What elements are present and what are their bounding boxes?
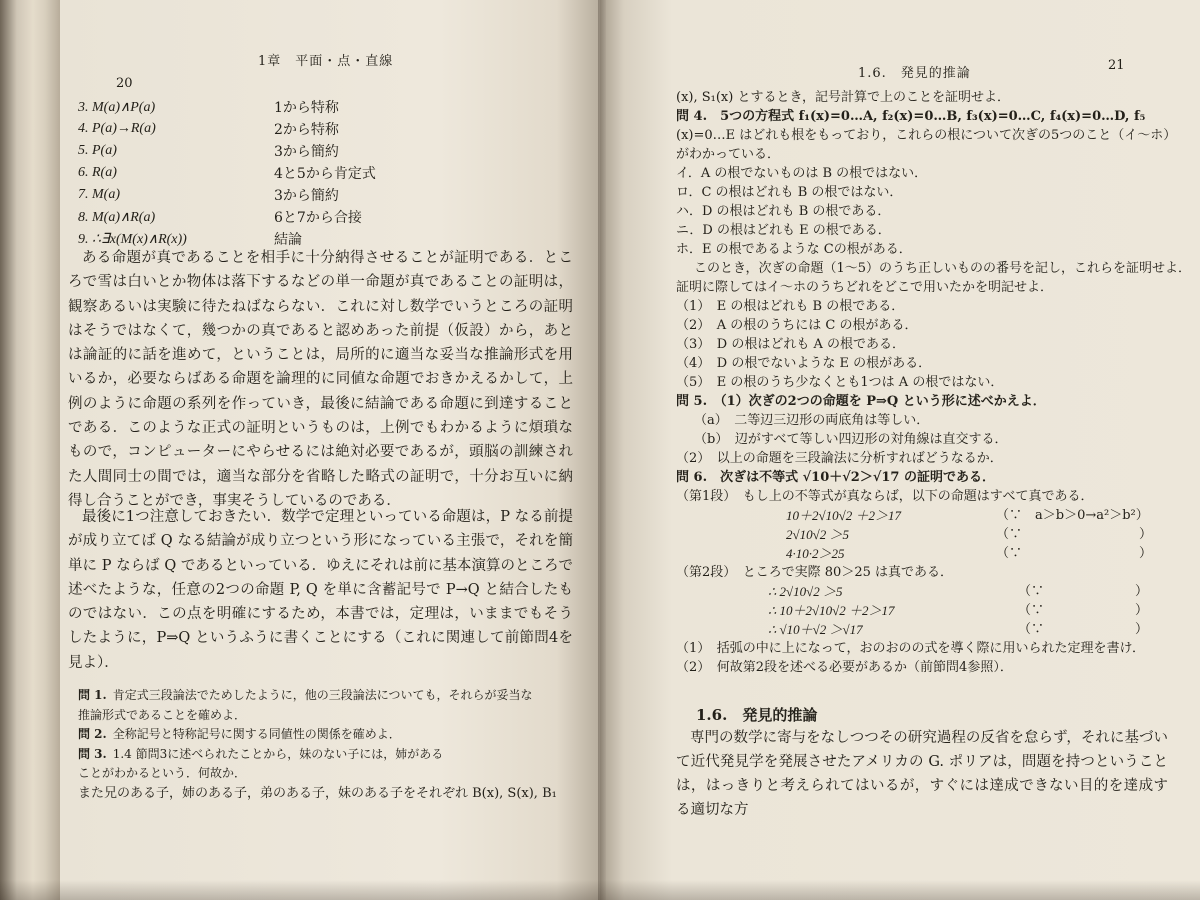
proof-step	[78, 206, 478, 228]
text-line: このとき，次ぎの命題（1～5）のうち正しいものの番号を記し，これらを証明せよ．	[694, 261, 1192, 276]
text-line: がわかっている．	[676, 147, 781, 162]
fact-item: ニ．D の根はどれも E の根である．	[676, 223, 891, 238]
exercise-text: 全称記号と特称記号に関する同値性の関係を確めよ．	[112, 727, 401, 741]
exercise-4-line: 問 4. 5つの方程式 f₁(x)=0…A, f₂(x)=0…B, f₃(x)=0…C, f₄(x)=0…D, f₅	[676, 109, 1146, 124]
left-running-head: 1章 平面・点・直線	[258, 54, 394, 69]
proof-step	[78, 162, 478, 184]
proposition-item: （3） D の根はどれも A の根である．	[676, 337, 905, 352]
exercise-5-head: 問 5. （1）次ぎの2つの命題を P⇒Q という形に述べかえよ．	[676, 394, 1046, 409]
body-paragraph-proof: ある命題が真であることを相手に十分納得させることが証明である．ところで雪は白いとか物体は落下するなどの単一命題が真であることの証明は，観察あるいは実験に待たねばならない．これに対し数学でいうところの証明はそうではなくて，幾つかの真であると認めあった前提（仮設）から，あとは論証的に話を進めて，ということは，局所的に適当な妥当な推論形式を用いるか，必要ならばある命題を論理的に同値な命題でおきかえるかして，上例のように命題の系列を作っていき，最後に結論である命題に到達することである．このような正式の証明というものは，上例でもわかるように煩瑣なもので，コンピューターにやらせるには絶対必要であるが，頭脳の訓練された人間同士の間では，適当な部分を省略した略式の証明で，十分お互いに納得し合うことができ，事実そうしているのである．	[68, 250, 573, 509]
inequality-reason: （∵ a＞b＞0→a²＞b²）	[996, 508, 1149, 523]
proof-reason: 6と7から合接	[274, 210, 362, 226]
exercise-6-tail: （2） 何故第2段を述べる必要があるか（前節問4参照）．	[676, 660, 1013, 675]
book-gutter	[598, 0, 606, 900]
proof-step	[78, 140, 478, 162]
inequality-row	[676, 620, 1156, 639]
exercise-6-head: 問 6. 次ぎは不等式 √10＋√2＞√17 の証明である．	[676, 470, 996, 485]
proof-reason: 2から特称	[274, 122, 339, 138]
exercise-text-continued: ことがわかるという．何故か．	[78, 766, 247, 780]
inequality-row	[676, 601, 1156, 620]
section-heading: 1.6. 発見的推論	[696, 706, 818, 724]
bottom-shadow	[0, 880, 1200, 900]
right-page-number: 21	[1108, 58, 1125, 73]
proposition-item: （5） E の根のうち少なくとも1つは A の根ではない．	[676, 375, 1004, 390]
left-page-number: 20	[116, 76, 133, 91]
text-line: (x)=0…E はどれも根をもっており，これらの根について次ぎの5つのこと（イ～ホ）	[676, 128, 1177, 143]
fact-item: イ．A の根でないものは B の根ではない．	[676, 166, 928, 181]
proof-reason: 3から簡約	[274, 144, 339, 160]
fact-item: ホ．E の根であるような Cの根がある．	[676, 242, 912, 257]
exercise-label: 問 2.	[78, 727, 107, 741]
inequality-expression: ∴ √10＋√2 ＞√17	[768, 622, 863, 637]
inequality-expression: 4·10·2＞25	[786, 546, 845, 561]
exercise-list	[78, 686, 578, 803]
inequality-reason: （∵ ）	[996, 527, 1153, 542]
body-paragraph-theorem: 最後に1つ注意しておきたい．数学で定理といっている命題は，P なる前提が成り立てば Q なる結論が成り立つという形になっている主張で，それを簡単に P ならば Q であるといっている．ゆえにそれは前に基本演算のところで述べたような，任意の2つの命題 P, Q を単に含蓄記号で P→Q と結合したものではない．この点を明確にするため，本書では，定理は，いままでもそうしたように，P⇒Q というふうに書くことにする（これに関連して前節問4を見よ）．	[68, 509, 573, 671]
proposition-item: （4） D の根でないような E の根がある．	[676, 356, 932, 371]
text-line: (x), S₁(x) とするとき，記号計算で上のことを証明せよ．	[676, 90, 1010, 105]
proof-formula: 9. ∴∃x(M(x)∧R(x))	[78, 231, 187, 247]
right-running-head: 1.6. 発見的推論	[858, 66, 971, 81]
inequality-row	[676, 525, 1156, 544]
exercise-item	[78, 686, 578, 706]
inequality-row	[676, 582, 1156, 601]
text-line: 証明に際してはイ～ホのうちどれをどこで用いたかを明記せよ．	[676, 280, 1054, 295]
exercise-item	[78, 725, 578, 745]
exercise-item	[78, 745, 578, 765]
exercise-6-step2-label: （第2段） ところで実際 80＞25 は真である．	[676, 565, 953, 580]
inequality-expression: 10＋2√10√2 ＋2＞17	[786, 508, 902, 523]
proof-formula: 7. M(a)	[78, 187, 120, 202]
exercise-6-step1-label: （第1段） もし上の不等式が真ならば，以下の命題はすべて真である．	[676, 489, 1094, 504]
proof-formula: 3. M(a)∧P(a)	[78, 99, 156, 115]
proof-reason: 3から簡約	[274, 188, 339, 204]
proof-step	[78, 118, 478, 140]
proof-step	[78, 184, 478, 206]
proof-reason: 結論	[274, 232, 302, 248]
section-body-paragraph: 専門の数学に寄与をなしつつその研究過程の反省を怠らず，それに基づいて近代発見学を発展させたアメリカの G. ポリアは，問題を持つということは，はっきりと考えられてはいるが，すぐには達成できない目的を達成する適切な方	[676, 730, 1168, 818]
proof-step	[78, 96, 478, 118]
fact-item: ハ．D の根はどれも B の根である．	[676, 204, 891, 219]
inequality-reason: （∵ ）	[1018, 584, 1149, 599]
proof-formula: 6. R(a)	[78, 165, 117, 180]
inequality-expression: ∴ 10＋2√10√2 ＋2＞17	[768, 603, 895, 618]
exercise-label: 問 1.	[78, 688, 107, 702]
proposition-item: （1） E の根はどれも B の根である．	[676, 299, 905, 314]
inequality-expression: ∴ 2√10√2 ＞5	[768, 584, 843, 599]
inequality-row	[676, 506, 1156, 525]
proposition-item: （2） A の根のうちには C の根がある．	[676, 318, 918, 333]
inequality-reason: （∵ ）	[1018, 603, 1149, 618]
exercise-5-part-a: （a） 二等辺三辺形の両底角は等しい．	[694, 413, 930, 428]
exercise-6-tail: （1） 括弧の中に上になって，おのおのの式を導く際に用いられた定理を書け．	[676, 641, 1145, 656]
proof-formula: 4. P(a)→R(a)	[78, 121, 156, 136]
exercise-text: 1.4 節問3に述べられたことから，妹のない子には，姉がある	[112, 746, 444, 761]
inequality-expression: 2√10√2 ＞5	[786, 527, 850, 542]
exercise-text: 肯定式三段論法でためしたように，他の三段論法についても，それらが妥当な	[112, 688, 533, 702]
proof-formula: 8. M(a)∧R(a)	[78, 209, 156, 225]
right-page-text	[676, 88, 1192, 677]
exercise-5-part-b: （b） 辺がすべて等しい四辺形の対角線は直交する．	[694, 432, 1008, 447]
inequality-reason: （∵ ）	[1018, 622, 1149, 637]
exercise-text-continued: また兄のある子，姉のある子，弟のある子，妹のある子をそれぞれ B(x), S(x), B₁	[78, 785, 557, 801]
exercise-5-part-2: （2） 以上の命題を三段論法に分析すればどうなるか．	[676, 451, 1003, 466]
inequality-row	[676, 544, 1156, 563]
fact-item: ロ．C の根はどれも B の根ではない．	[676, 185, 903, 200]
proof-reason: 1から特称	[274, 100, 339, 116]
proof-steps	[78, 96, 478, 250]
inequality-reason: （∵ ）	[996, 546, 1153, 561]
page-edge-stack	[0, 0, 60, 900]
exercise-text-continued: 推論形式であることを確めよ．	[78, 707, 247, 722]
proof-reason: 4と5から肯定式	[274, 166, 376, 182]
exercise-label: 問 3.	[78, 746, 107, 761]
proof-formula: 5. P(a)	[78, 143, 117, 158]
